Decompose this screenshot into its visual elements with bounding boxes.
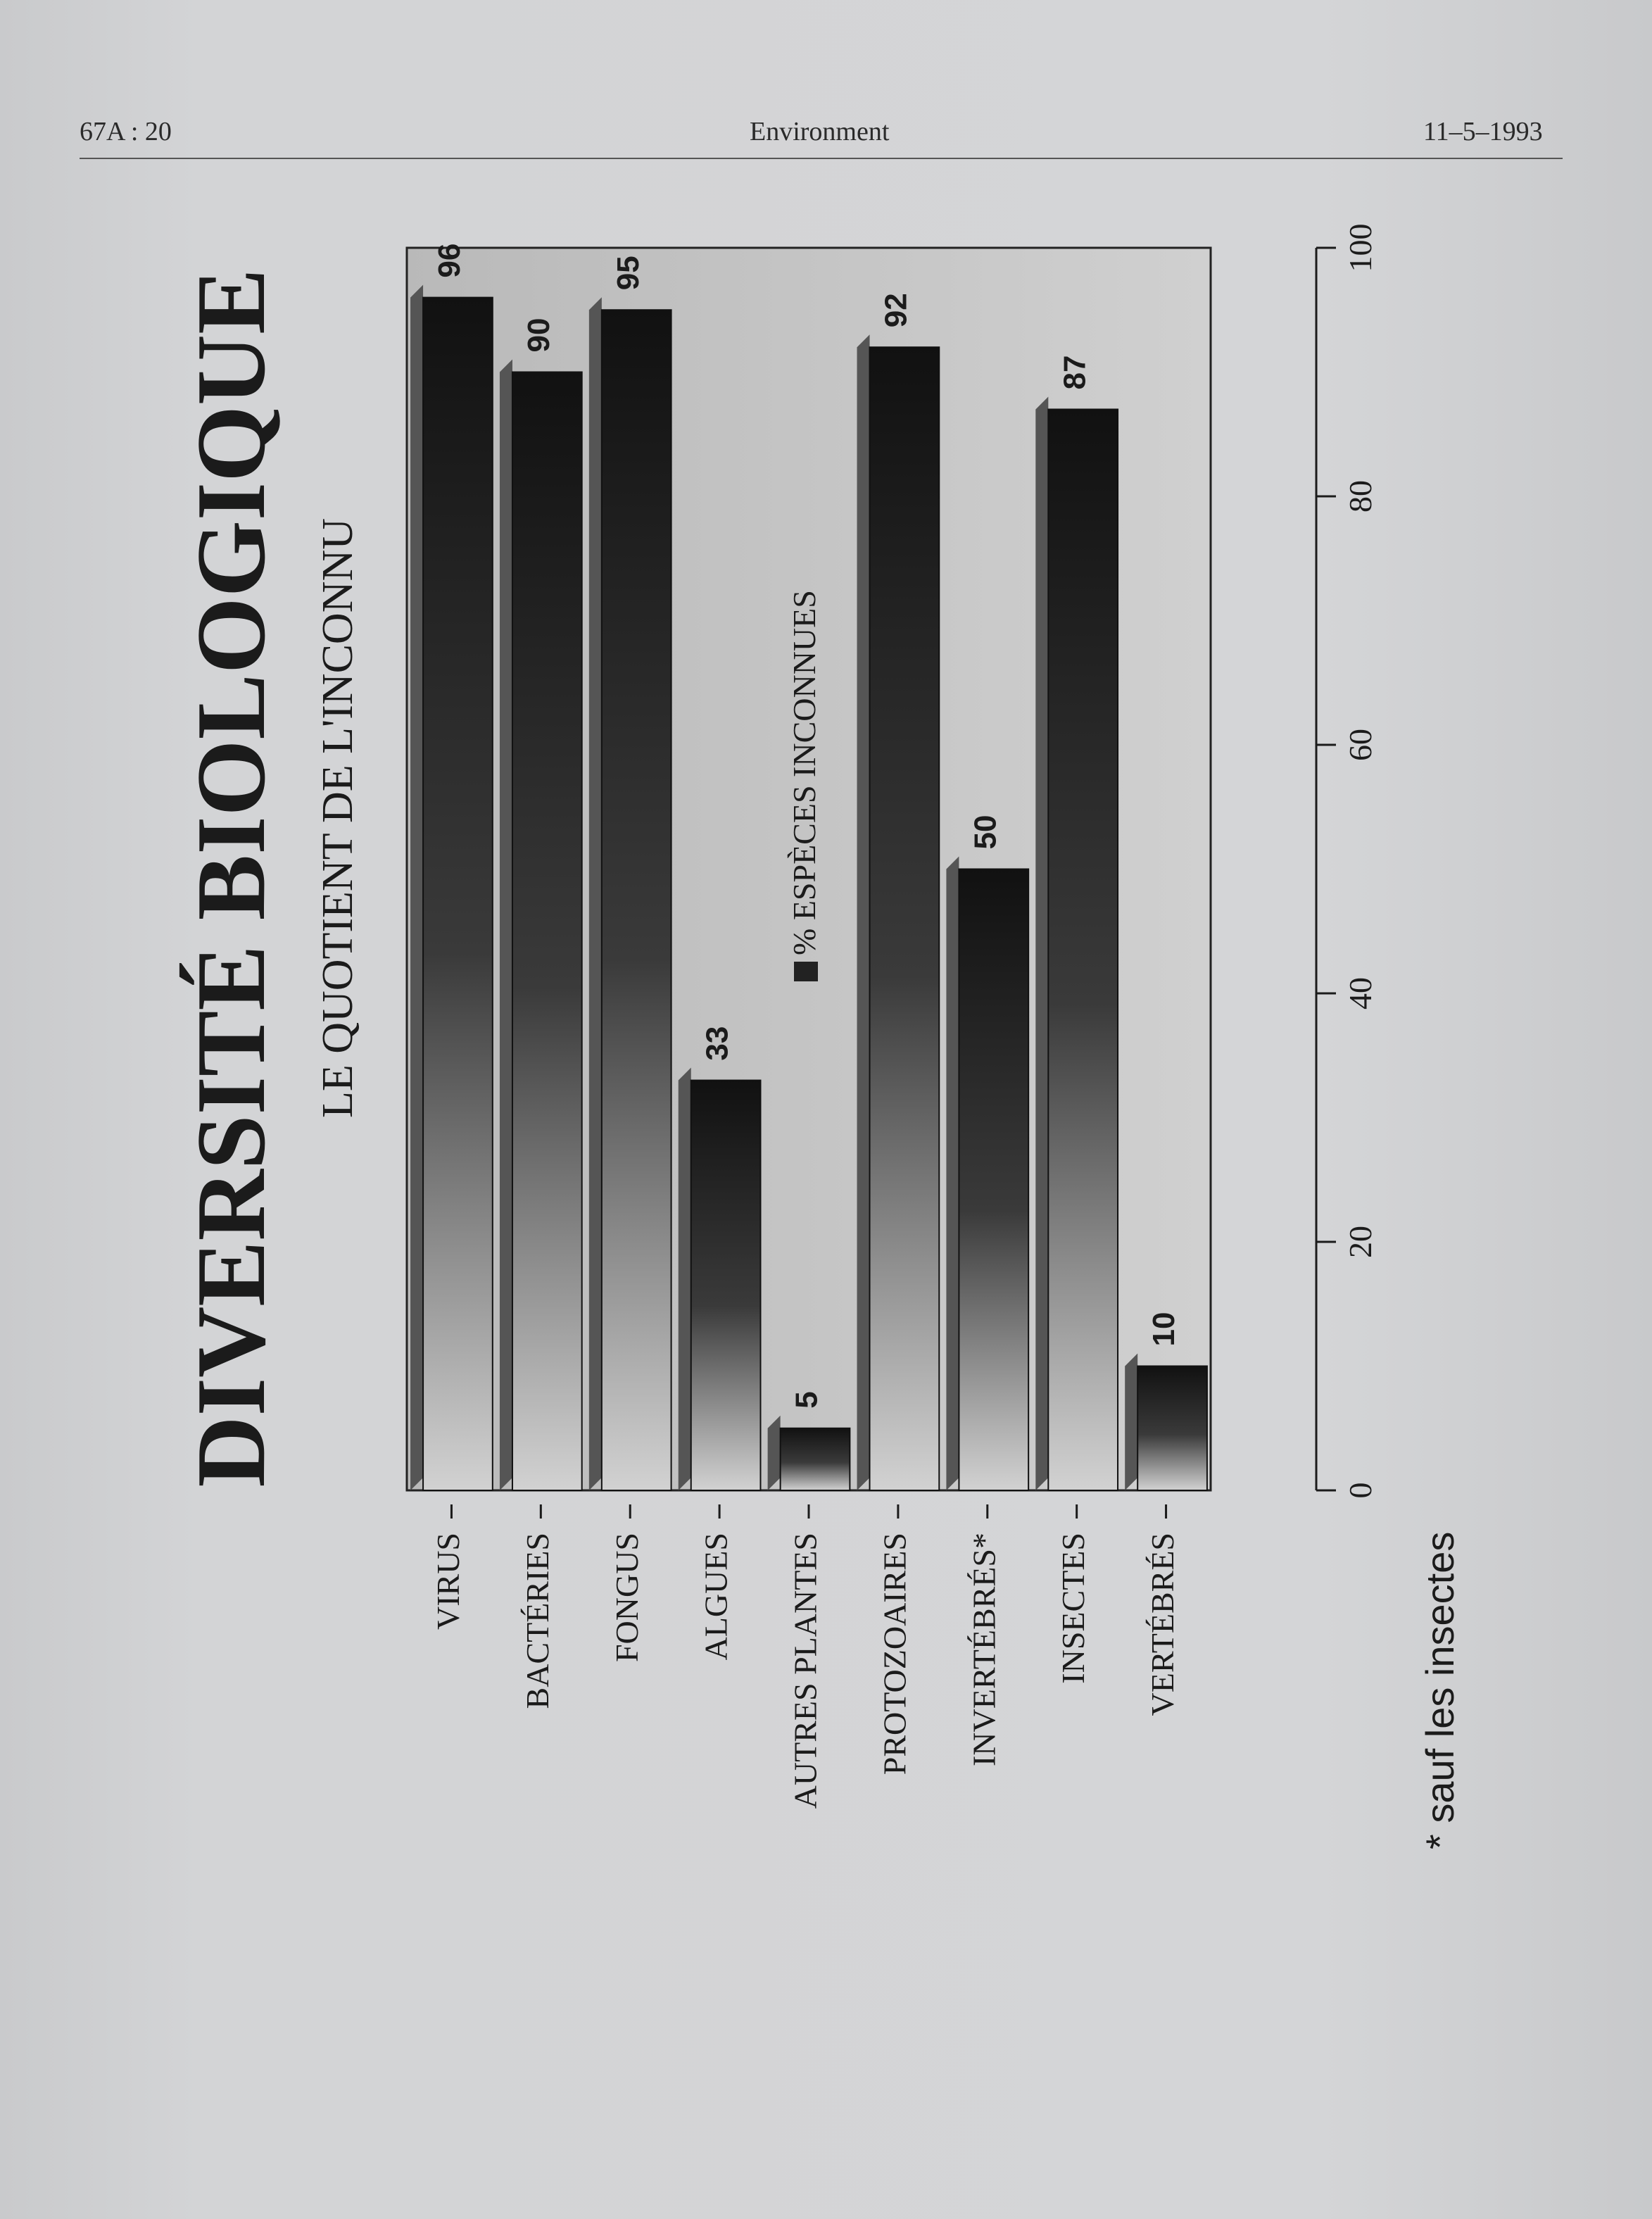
bar: [781, 1428, 850, 1490]
footnote: * sauf les insectes: [1418, 1531, 1462, 1849]
data-label: 92: [878, 293, 914, 328]
section-title: Environment: [750, 117, 890, 146]
data-label: 87: [1057, 355, 1092, 390]
bar-top-face: [679, 1068, 691, 1490]
x-tick-label: 40: [1342, 977, 1378, 1010]
bar-top-face: [410, 285, 423, 1490]
bar-top-face: [946, 857, 959, 1491]
bar: [870, 347, 940, 1490]
data-label: 96: [432, 243, 467, 278]
bar: [1048, 409, 1118, 1490]
bar-top-face: [589, 297, 602, 1490]
bar: [602, 310, 671, 1490]
x-tick-label: 0: [1342, 1482, 1378, 1499]
page-date: 11–5–1993: [1423, 117, 1543, 146]
legend-label: % ESPÈCES INCONNUES: [786, 590, 822, 955]
chart-title: DIVERSITÉ BIOLOGIQUE: [177, 268, 286, 1488]
category-label: PROTOZOAIRES: [876, 1533, 913, 1775]
x-tick-label: 20: [1342, 1226, 1378, 1258]
chart-subtitle: LE QUOTIENT DE L'INCONNU: [314, 517, 362, 1119]
bar-top-face: [857, 334, 870, 1490]
bar-top-face: [1035, 396, 1048, 1490]
bar: [423, 298, 493, 1490]
category-label: BACTÉRIES: [519, 1533, 555, 1709]
data-label: 33: [700, 1026, 735, 1061]
x-tick-label: 60: [1342, 729, 1378, 761]
bar-top-face: [500, 360, 512, 1491]
bar: [959, 869, 1028, 1491]
category-label: FONGUS: [608, 1533, 645, 1663]
category-label: AUTRES PLANTES: [787, 1533, 824, 1809]
data-label: 95: [610, 256, 645, 291]
x-tick-label: 100: [1342, 223, 1378, 272]
data-label: 5: [789, 1391, 824, 1409]
bar: [691, 1081, 761, 1490]
data-label: 10: [1147, 1312, 1182, 1347]
category-label: VIRUS: [430, 1533, 467, 1630]
category-label: ALGUES: [698, 1533, 734, 1661]
legend-swatch: [794, 962, 818, 981]
bar: [512, 372, 582, 1491]
category-label: INSECTES: [1055, 1533, 1092, 1684]
bar-top-face: [1125, 1354, 1137, 1491]
category-label: INVERTÉBRÉS*: [966, 1533, 1002, 1767]
bar-top-face: [768, 1416, 781, 1490]
x-tick-label: 80: [1342, 480, 1378, 513]
bar: [1137, 1366, 1207, 1491]
data-label: 50: [968, 815, 1003, 850]
data-label: 90: [521, 318, 556, 353]
category-label: VERTÉBRÉS: [1145, 1533, 1181, 1716]
page-number: 67A : 20: [80, 117, 172, 146]
